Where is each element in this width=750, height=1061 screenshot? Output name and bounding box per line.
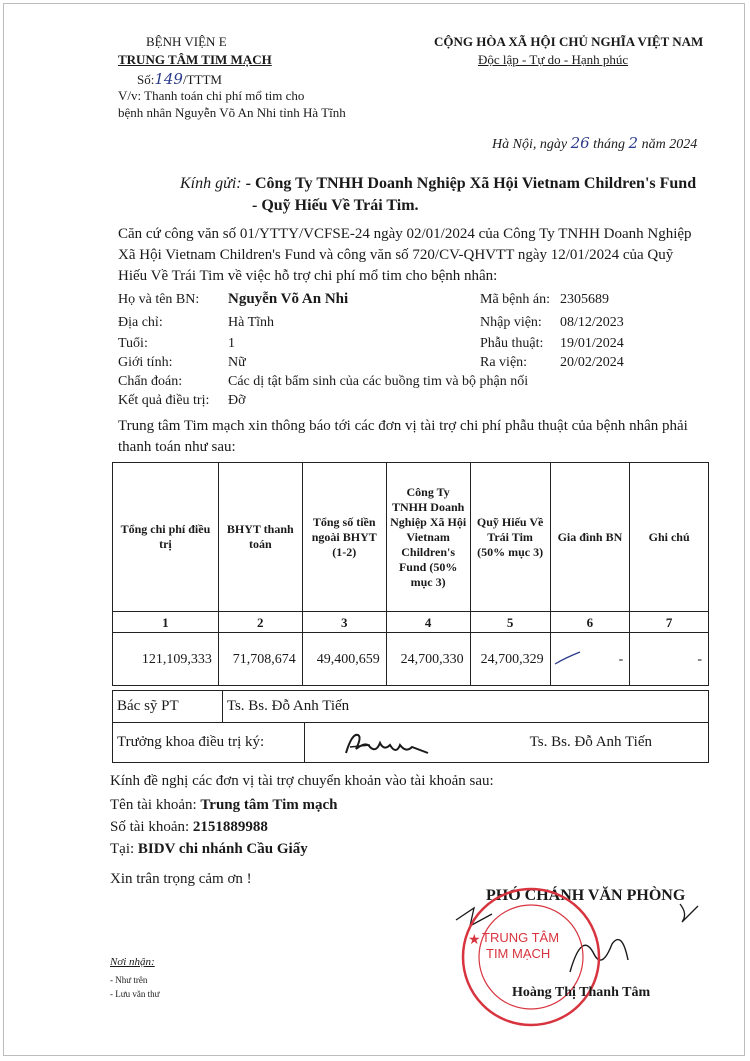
account-no-line <box>110 819 268 836</box>
record-value: 2305689 <box>560 292 609 307</box>
value-vcf-company: 24,700,330 <box>386 633 470 686</box>
number-handwritten: 149 <box>154 70 183 88</box>
address-value: Hà Tĩnh <box>228 315 275 330</box>
head-name: Ts. Bs. Đỗ Anh Tiến <box>304 723 708 763</box>
account-name: Trung tâm Tim mạch <box>200 797 338 813</box>
recipient-fund: - Quỹ Hiếu Về Trái Tim. <box>252 197 419 214</box>
result-value: Đỡ <box>228 393 246 408</box>
bank-line <box>110 841 308 858</box>
discharge-value: 20/02/2024 <box>560 355 624 370</box>
recipient-item: - Như trên <box>110 975 148 985</box>
fee-header-row <box>113 463 709 612</box>
col-number: 5 <box>470 612 550 633</box>
surgeon-label: Bác sỹ PT <box>113 691 223 723</box>
col-number: 7 <box>630 612 709 633</box>
header-total-cost: Tổng chi phí điều trị <box>113 463 219 612</box>
address-label: Địa chỉ: <box>118 315 163 330</box>
header-family: Gia đình BN <box>550 463 630 612</box>
fee-value-row <box>113 633 709 686</box>
col-number: 3 <box>302 612 386 633</box>
thanks: Xin trân trọng cảm ơn ! <box>110 871 252 887</box>
account-no: 2151889988 <box>192 819 268 835</box>
value-family: - <box>550 633 630 686</box>
record-label: Mã bệnh án: <box>480 292 550 307</box>
recipient-item: - Lưu văn thư <box>110 989 160 999</box>
admit-value: 08/12/2023 <box>560 315 624 330</box>
col-number: 1 <box>113 612 219 633</box>
number-suffix: /TTTM <box>182 72 222 87</box>
header-vcf-company: Công Ty TNHH Doanh Nghiệp Xã Hội Vietnam Children's Fund (50% mục 3) <box>386 463 470 612</box>
seal-text <box>482 930 559 962</box>
seal-line-2: TIM MẠCH <box>486 946 551 961</box>
date-month-label: tháng <box>593 137 626 152</box>
date-month: 2 <box>628 134 639 152</box>
notice-line-1: Trung tâm Tim mạch xin thông báo tới các đơn vị tài trợ chi phí phẫu thuật của bệnh nhân phải <box>118 418 688 434</box>
date-year: năm 2024 <box>641 137 698 152</box>
diagnosis-label: Chẩn đoán: <box>118 374 183 389</box>
fee-table <box>112 462 709 686</box>
recipient-line-1 <box>180 175 696 193</box>
surgery-label: Phẫu thuật: <box>480 336 544 351</box>
bank-name: BIDV chi nhánh Cầu Giấy <box>137 841 308 857</box>
value-out-of-insurance: 49,400,659 <box>302 633 386 686</box>
motto: Độc lập - Tự do - Hạnh phúc <box>478 52 629 67</box>
result-label: Kết quả điều trị: <box>118 393 210 408</box>
basis-line-3: Hiếu Về Trái Tim về việc hỗ trợ chi phí mổ tim cho bệnh nhân: <box>118 268 498 284</box>
subject-line-2: bệnh nhân Nguyễn Võ An Nhi tỉnh Hà Tĩnh <box>118 105 346 120</box>
surgeon-name: Ts. Bs. Đỗ Anh Tiến <box>222 691 708 723</box>
gender-label: Giới tính: <box>118 355 173 370</box>
value-heart-fund: 24,700,329 <box>470 633 550 686</box>
account-name-label: Tên tài khoản: <box>110 797 197 813</box>
number-prefix: Số: <box>137 72 155 87</box>
patient-name-label: Họ và tên BN: <box>118 292 200 307</box>
account-no-label: Số tài khoản: <box>110 819 190 835</box>
patient-name: Nguyễn Võ An Nhi <box>228 291 349 307</box>
basis-line-1: Căn cứ công văn số 01/YTTY/VCFSE-24 ngày 02/01/2024 của Công Ty TNHH Doanh Nghiệp <box>118 226 692 242</box>
value-insurance: 71,708,674 <box>218 633 302 686</box>
diagnosis-value: Các dị tật bẩm sinh của các buồng tim và bộ phận nối <box>228 374 529 389</box>
age-value: 1 <box>228 336 235 351</box>
surgery-value: 19/01/2024 <box>560 336 624 351</box>
recipient-company: - Công Ty TNHH Doanh Nghiệp Xã Hội Vietnam Children's Fund <box>245 175 697 192</box>
account-name-line <box>110 797 338 814</box>
gender-value: Nữ <box>228 355 246 370</box>
center-name: TRUNG TÂM TIM MẠCH <box>118 52 272 67</box>
seal-line-1: TRUNG TÂM <box>482 930 560 945</box>
value-total-cost: 121,109,333 <box>113 633 219 686</box>
fee-number-row <box>113 612 709 633</box>
date-day: 26 <box>570 134 590 152</box>
head-label: Trưởng khoa điều trị ký: <box>113 723 305 763</box>
svg-text:★: ★ <box>468 932 481 948</box>
hospital-name: BỆNH VIỆN E <box>146 34 227 49</box>
col-number: 2 <box>218 612 302 633</box>
country-name: CỘNG HÒA XÃ HỘI CHỦ NGHĨA VIỆT NAM <box>434 34 704 49</box>
surgeon-row <box>113 691 709 723</box>
recipients-label: Nơi nhận: <box>110 956 155 968</box>
date-prefix: Hà Nội, ngày <box>492 137 568 152</box>
col-number: 4 <box>386 612 470 633</box>
header-out-of-insurance: Tổng số tiền ngoài BHYT (1-2) <box>302 463 386 612</box>
age-label: Tuổi: <box>118 336 148 351</box>
value-notes: - <box>630 633 709 686</box>
subject-line-1: V/v: Thanh toán chi phí mổ tim cho <box>118 88 305 103</box>
bank-label: Tại: <box>110 841 135 857</box>
handwritten-checkmark <box>553 648 583 668</box>
head-signature <box>340 727 435 763</box>
recipient-label: Kính gửi: <box>180 175 242 192</box>
header-heart-fund: Quỹ Hiếu Về Trái Tim (50% mục 3) <box>470 463 550 612</box>
basis-line-2: Xã Hội Vietnam Children's Fund và công văn số 720/CV-QHVTT ngày 12/01/2024 của Quỹ <box>118 247 674 263</box>
document-date <box>492 134 697 153</box>
admit-label: Nhập viện: <box>480 315 542 330</box>
col-number: 6 <box>550 612 630 633</box>
signer-name: Hoàng Thị Thanh Tâm <box>512 985 651 1000</box>
header-insurance: BHYT thanh toán <box>218 463 302 612</box>
bank-intro: Kính đề nghị các đơn vị tài trợ chuyển khoản vào tài khoản sau: <box>110 773 494 789</box>
discharge-label: Ra viện: <box>480 355 528 370</box>
header-notes: Ghi chú <box>630 463 709 612</box>
signer-title: PHÓ CHÁNH VĂN PHÒNG <box>486 887 686 904</box>
document-number <box>137 70 222 88</box>
notice-line-2: thanh toán như sau: <box>118 439 236 455</box>
